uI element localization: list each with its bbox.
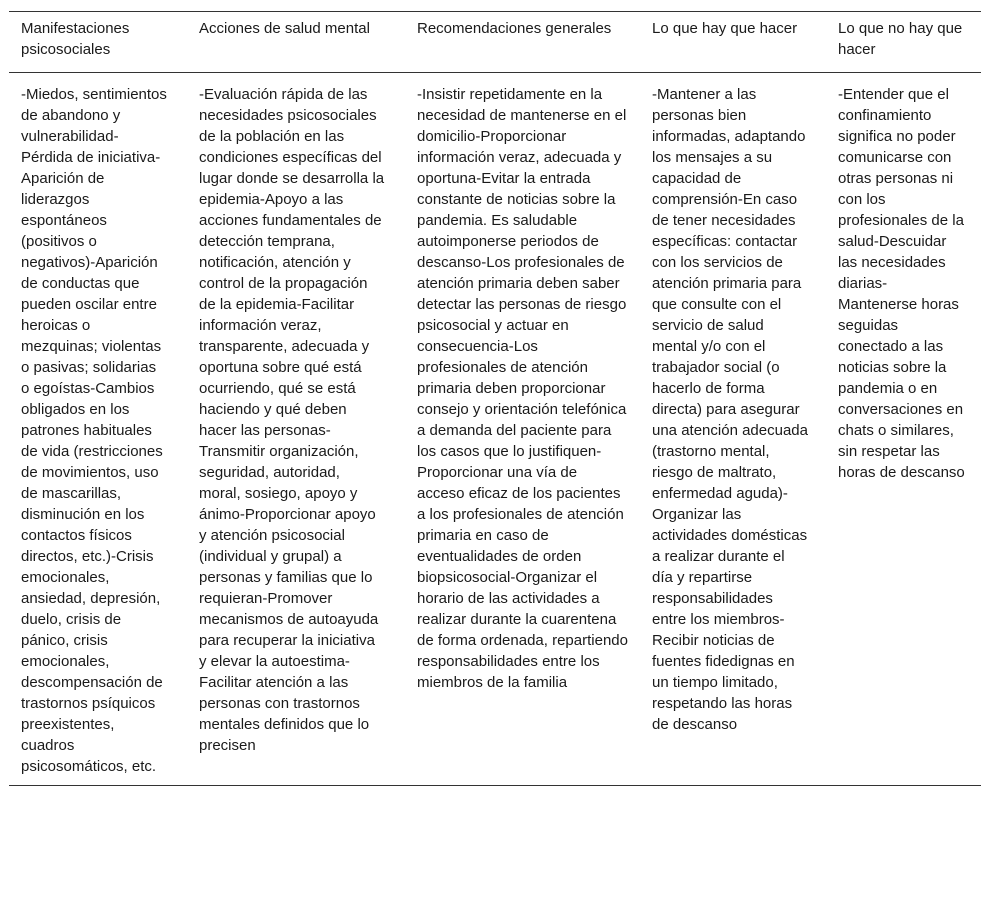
recommendations-table <box>9 11 981 786</box>
header-row <box>9 12 981 73</box>
cell-manifestaciones: -Miedos, sentimientos de abandono y vulnerabilidad-Pérdida de iniciativa-Aparición de liderazgos espontáneos (positivos o negativos)-Aparición de conductas que pueden oscilar entre heroicas o mezquinas; violentas o pasivas; solidarias o egoístas-Cambios obligados en los patrones habituales de vida (restricciones de movimientos, uso de mascarillas, disminución en los contactos físicos directos, etc.)-Crisis emocionales, ansiedad, depresión, duelo, crisis de pánico, crisis emocionales, descompensación de trastornos psíquicos preexistentes, cuadros psicosomáticos, etc. <box>21 86 167 775</box>
header-no-hay-que-hacer: Lo que no hay que hacer <box>826 12 981 73</box>
cell-no-hay-que-hacer: -Entender que el confinamiento significa no poder comunicarse con otras personas ni con los profesionales de la salud-Descuidar las necesidades diarias-Mantenerse horas seguidas conectado a las noticias sobre la pandemia o en conversaciones en chats o similares, sin respetar las horas de descanso <box>838 86 965 481</box>
cell-hay-que-hacer: -Mantener a las personas bien informadas, adaptando los mensajes a su capacidad de comprensión-En caso de tener necesidades específicas: contactar con los servicios de atención primaria para que consulte con el servicio de salud mental y/o con el trabajador social (o hacerlo de forma directa) para asegurar una atención adecuada (trastorno mental, riesgo de maltrato, enfermedad aguda)-Organizar las actividades domésticas a realizar durante el día y repartirse responsabilidades entre los miembros-Recibir noticias de fuentes fidedignas en un tiempo limitado, respetando las horas de descanso <box>652 86 808 733</box>
cell-acciones: -Evaluación rápida de las necesidades psicosociales de la población en las condiciones específicas del lugar donde se desarrolla la epidemia-Apoyo a las acciones fundamentales de detección temprana, notificación, atención y control de la propagación de la epidemia-Facilitar información veraz, transparente, adecuada y oportuna sobre qué está ocurriendo, qué se está haciendo y qué deben hacer las personas-Transmitir organización, seguridad, autoridad, moral, sosiego, apoyo y ánimo-Proporcionar apoyo y atención psicosocial (individual y grupal) a personas y familias que lo requieran-Promover mecanismos de autoayuda para recuperar la iniciativa y elevar la autoestima-Facilitar atención a las personas con trastornos mentales definidos que lo precisen <box>199 86 385 754</box>
header-recomendaciones: Recomendaciones generales <box>405 12 640 73</box>
header-hay-que-hacer: Lo que hay que hacer <box>640 12 826 73</box>
header-manifestaciones: Manifestaciones psicosociales <box>9 12 187 73</box>
table-header <box>9 12 981 73</box>
table-body <box>9 73 981 786</box>
cell-recomendaciones: -Insistir repetidamente en la necesidad de mantenerse en el domicilio-Proporcionar información veraz, adecuada y oportuna-Evitar la entrada constante de noticias sobre la pandemia. Es saludable autoimponerse periodos de descanso-Los profesionales de atención primaria deben saber detectar las personas de riesgo psicosocial y actuar en consecuencia-Los profesionales de atención primaria deben proporcionar consejo y orientación telefónica a demanda del paciente para los casos que lo justifiquen-Proporcionar una vía de acceso eficaz de los pacientes a los profesionales de atención primaria en caso de eventualidades de orden biopsicosocial-Organizar el horario de las actividades a realizar durante la cuarentena de forma ordenada, repartiendo responsabilidades entre los miembros de la familia <box>417 86 628 691</box>
table-row <box>9 73 981 786</box>
header-acciones: Acciones de salud mental <box>187 12 405 73</box>
